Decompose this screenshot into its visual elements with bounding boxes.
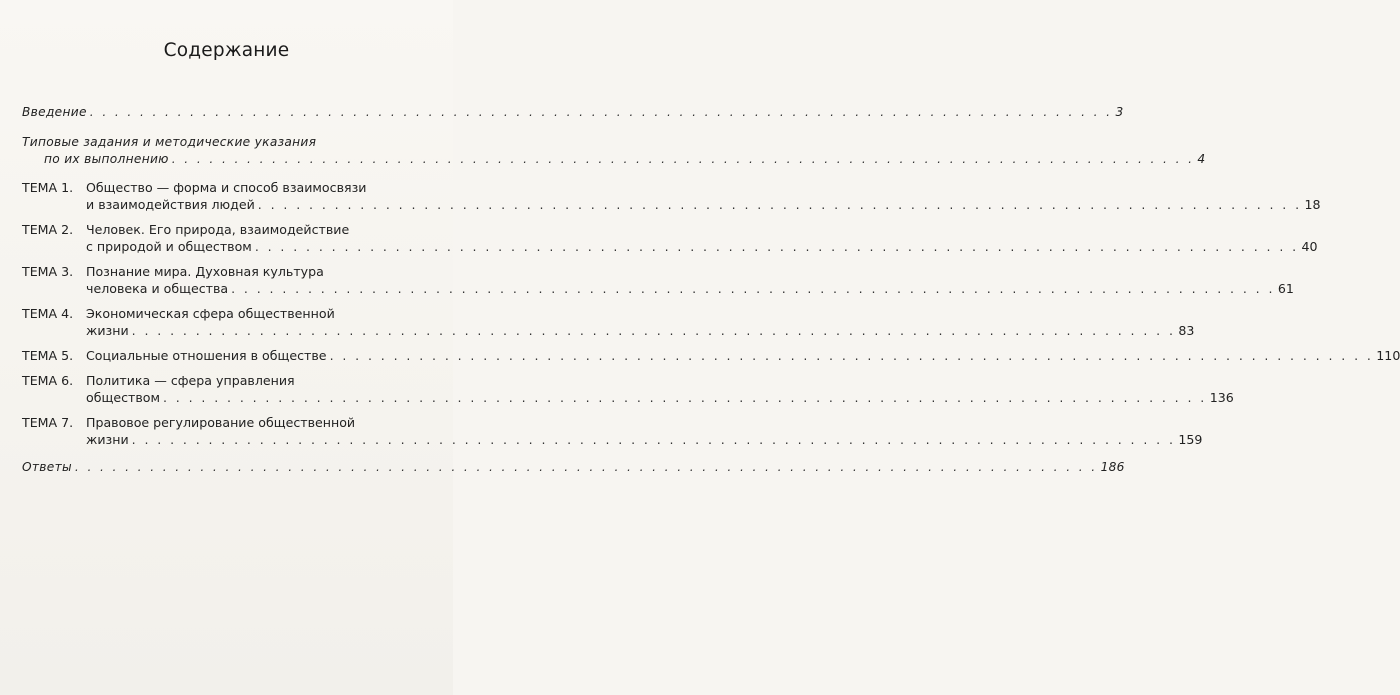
toc-page-number: 4 [1197, 151, 1206, 166]
dot-leader [163, 390, 1207, 407]
toc-entry-theme-6[interactable] [22, 373, 1234, 406]
toc-page-number: 136 [1209, 389, 1234, 405]
toc-entry-title-line1: Социальные отношения в обществе [86, 348, 327, 363]
dot-leader [132, 323, 1176, 340]
dot-leader [330, 348, 1374, 365]
toc-entry-theme-7[interactable] [22, 415, 1203, 448]
toc-entry-title-line2: жизни [86, 431, 129, 447]
theme-label: ТЕМА 5. [22, 348, 74, 363]
toc-page-number: 83 [1178, 322, 1195, 338]
toc-entry-title-line1: Типовые задания и методические указания [22, 135, 317, 149]
dot-leader [172, 151, 1195, 168]
toc-entry-title-line1: Правовое регулирование общественной [86, 415, 356, 430]
toc-page-number: 61 [1277, 280, 1294, 296]
toc-entry-answers[interactable] [22, 459, 1125, 476]
dot-leader [231, 281, 1275, 298]
toc-entry-title-line2: обществом [86, 389, 160, 405]
toc-entry-title-line2: и взаимодействия людей [86, 196, 255, 212]
theme-label: ТЕМА 1. [22, 180, 74, 195]
toc-entry-theme-5[interactable] [22, 348, 1400, 365]
toc-entry-title-line1: Экономическая сфера общественной [86, 306, 335, 321]
toc-page-number: 3 [1115, 105, 1124, 119]
toc-entry-theme-3[interactable] [22, 264, 1294, 297]
theme-label: ТЕМА 6. [22, 373, 74, 388]
toc-entry-theme-2[interactable] [22, 222, 1318, 255]
toc-entry-title: Ответы [22, 460, 72, 474]
dot-leader [258, 197, 1302, 214]
toc-entry-title-line2: по их выполнению [44, 151, 169, 166]
dot-leader [255, 239, 1299, 256]
theme-label: ТЕМА 4. [22, 306, 74, 321]
toc-entry-title-line1: Человек. Его природа, взаимодействие [86, 222, 350, 237]
dot-leader [90, 104, 1113, 121]
toc-entry-tasks[interactable] [22, 134, 1206, 167]
toc-entry-theme-4[interactable] [22, 306, 1195, 339]
toc-page-number: 18 [1304, 196, 1321, 212]
toc-entry-title-line1: Познание мира. Духовная культура [86, 264, 324, 279]
dot-leader [75, 459, 1098, 476]
toc-page-number: 40 [1301, 238, 1318, 254]
page-title: Содержание [163, 40, 290, 61]
toc-page-number: 110 [1376, 348, 1400, 363]
toc-entry-intro[interactable] [22, 104, 1124, 121]
toc-entry-title-line1: Политика — сфера управления [86, 373, 295, 388]
theme-label: ТЕМА 7. [22, 415, 74, 430]
toc-entry-title: Введение [22, 105, 87, 119]
theme-label: ТЕМА 2. [22, 222, 74, 237]
toc-entry-theme-1[interactable] [22, 180, 1321, 213]
toc-entry-title-line2: человека и общества [86, 280, 229, 296]
toc-entry-title-line2: с природой и обществом [86, 238, 252, 254]
dot-leader [132, 432, 1176, 449]
toc-entry-title-line2: жизни [86, 322, 129, 338]
theme-label: ТЕМА 3. [22, 264, 74, 279]
toc-page-number: 159 [1178, 431, 1203, 447]
toc-page-number: 186 [1100, 460, 1125, 474]
toc-entry-title-line1: Общество — форма и способ взаимосвязи [86, 180, 367, 195]
